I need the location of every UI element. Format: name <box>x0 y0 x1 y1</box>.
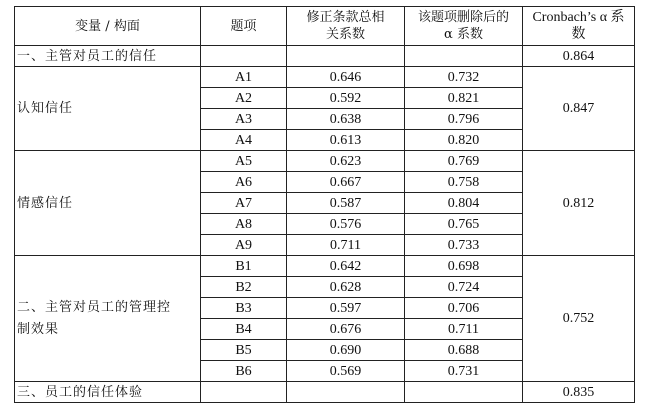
item-id: B5 <box>201 340 287 361</box>
item-id: A3 <box>201 109 287 130</box>
item-corrected: 0.642 <box>287 256 405 277</box>
item-corrected: 0.638 <box>287 109 405 130</box>
item-id: B1 <box>201 256 287 277</box>
item-id: B4 <box>201 319 287 340</box>
item-deleted: 0.769 <box>405 151 523 172</box>
item-deleted: 0.820 <box>405 130 523 151</box>
group-name: 一、主管对员工的信任 <box>15 46 201 67</box>
table-cell <box>201 46 287 67</box>
item-id: A4 <box>201 130 287 151</box>
item-id: A8 <box>201 214 287 235</box>
header-alpha-line1: Cronbach’s α 系 <box>532 10 625 25</box>
item-corrected: 0.676 <box>287 319 405 340</box>
header-corrected-line1: 修正条款总相 <box>306 10 385 25</box>
header-deleted-line2: α 系数 <box>444 27 483 42</box>
item-id: A9 <box>201 235 287 256</box>
item-corrected: 0.623 <box>287 151 405 172</box>
group-name-line1: 二、主管对员工的管理控 <box>17 299 172 315</box>
item-deleted: 0.724 <box>405 277 523 298</box>
group-alpha: 0.812 <box>523 151 635 256</box>
item-id: A5 <box>201 151 287 172</box>
item-id: A7 <box>201 193 287 214</box>
table-cell <box>405 382 523 403</box>
item-deleted: 0.804 <box>405 193 523 214</box>
item-corrected: 0.587 <box>287 193 405 214</box>
table-cell <box>287 382 405 403</box>
table-cell <box>287 46 405 67</box>
item-deleted: 0.758 <box>405 172 523 193</box>
group-alpha: 0.847 <box>523 67 635 151</box>
item-deleted: 0.706 <box>405 298 523 319</box>
group-name-line2: 制效果 <box>17 321 60 337</box>
item-corrected: 0.569 <box>287 361 405 382</box>
table-row <box>15 256 635 277</box>
table-row <box>15 382 635 403</box>
group-name <box>15 256 201 382</box>
item-deleted: 0.698 <box>405 256 523 277</box>
item-id: A6 <box>201 172 287 193</box>
item-corrected: 0.628 <box>287 277 405 298</box>
item-deleted: 0.821 <box>405 88 523 109</box>
group-name: 情感信任 <box>15 151 201 256</box>
item-corrected: 0.690 <box>287 340 405 361</box>
header-item: 题项 <box>201 7 287 46</box>
header-alpha-line2: 数 <box>571 27 586 42</box>
item-deleted: 0.731 <box>405 361 523 382</box>
item-id: B6 <box>201 361 287 382</box>
table-row <box>15 46 635 67</box>
group-name: 认知信任 <box>15 67 201 151</box>
item-deleted: 0.688 <box>405 340 523 361</box>
item-deleted: 0.765 <box>405 214 523 235</box>
header-row <box>15 7 635 46</box>
header-alpha-if-deleted <box>405 7 523 46</box>
header-cronbach-alpha <box>523 7 635 46</box>
group-name: 三、员工的信任体验 <box>15 382 201 403</box>
group-alpha: 0.864 <box>523 46 635 67</box>
item-corrected: 0.576 <box>287 214 405 235</box>
table-cell <box>405 46 523 67</box>
item-id: A1 <box>201 67 287 88</box>
item-id: A2 <box>201 88 287 109</box>
item-corrected: 0.646 <box>287 67 405 88</box>
item-deleted: 0.711 <box>405 319 523 340</box>
item-deleted: 0.732 <box>405 67 523 88</box>
group-alpha: 0.752 <box>523 256 635 382</box>
header-corrected-line2: 关系数 <box>325 27 365 42</box>
item-id: B2 <box>201 277 287 298</box>
group-alpha: 0.835 <box>523 382 635 403</box>
reliability-table <box>14 6 635 403</box>
item-deleted: 0.733 <box>405 235 523 256</box>
header-corrected-correlation <box>287 7 405 46</box>
table-cell <box>201 382 287 403</box>
header-deleted-line1: 该题项删除后的 <box>417 10 509 25</box>
table-row <box>15 67 635 88</box>
item-deleted: 0.796 <box>405 109 523 130</box>
item-corrected: 0.711 <box>287 235 405 256</box>
header-variable: 变量 / 构面 <box>15 7 201 46</box>
item-corrected: 0.592 <box>287 88 405 109</box>
item-corrected: 0.667 <box>287 172 405 193</box>
table-row <box>15 151 635 172</box>
item-corrected: 0.613 <box>287 130 405 151</box>
reliability-table-container <box>14 6 634 403</box>
item-id: B3 <box>201 298 287 319</box>
item-corrected: 0.597 <box>287 298 405 319</box>
